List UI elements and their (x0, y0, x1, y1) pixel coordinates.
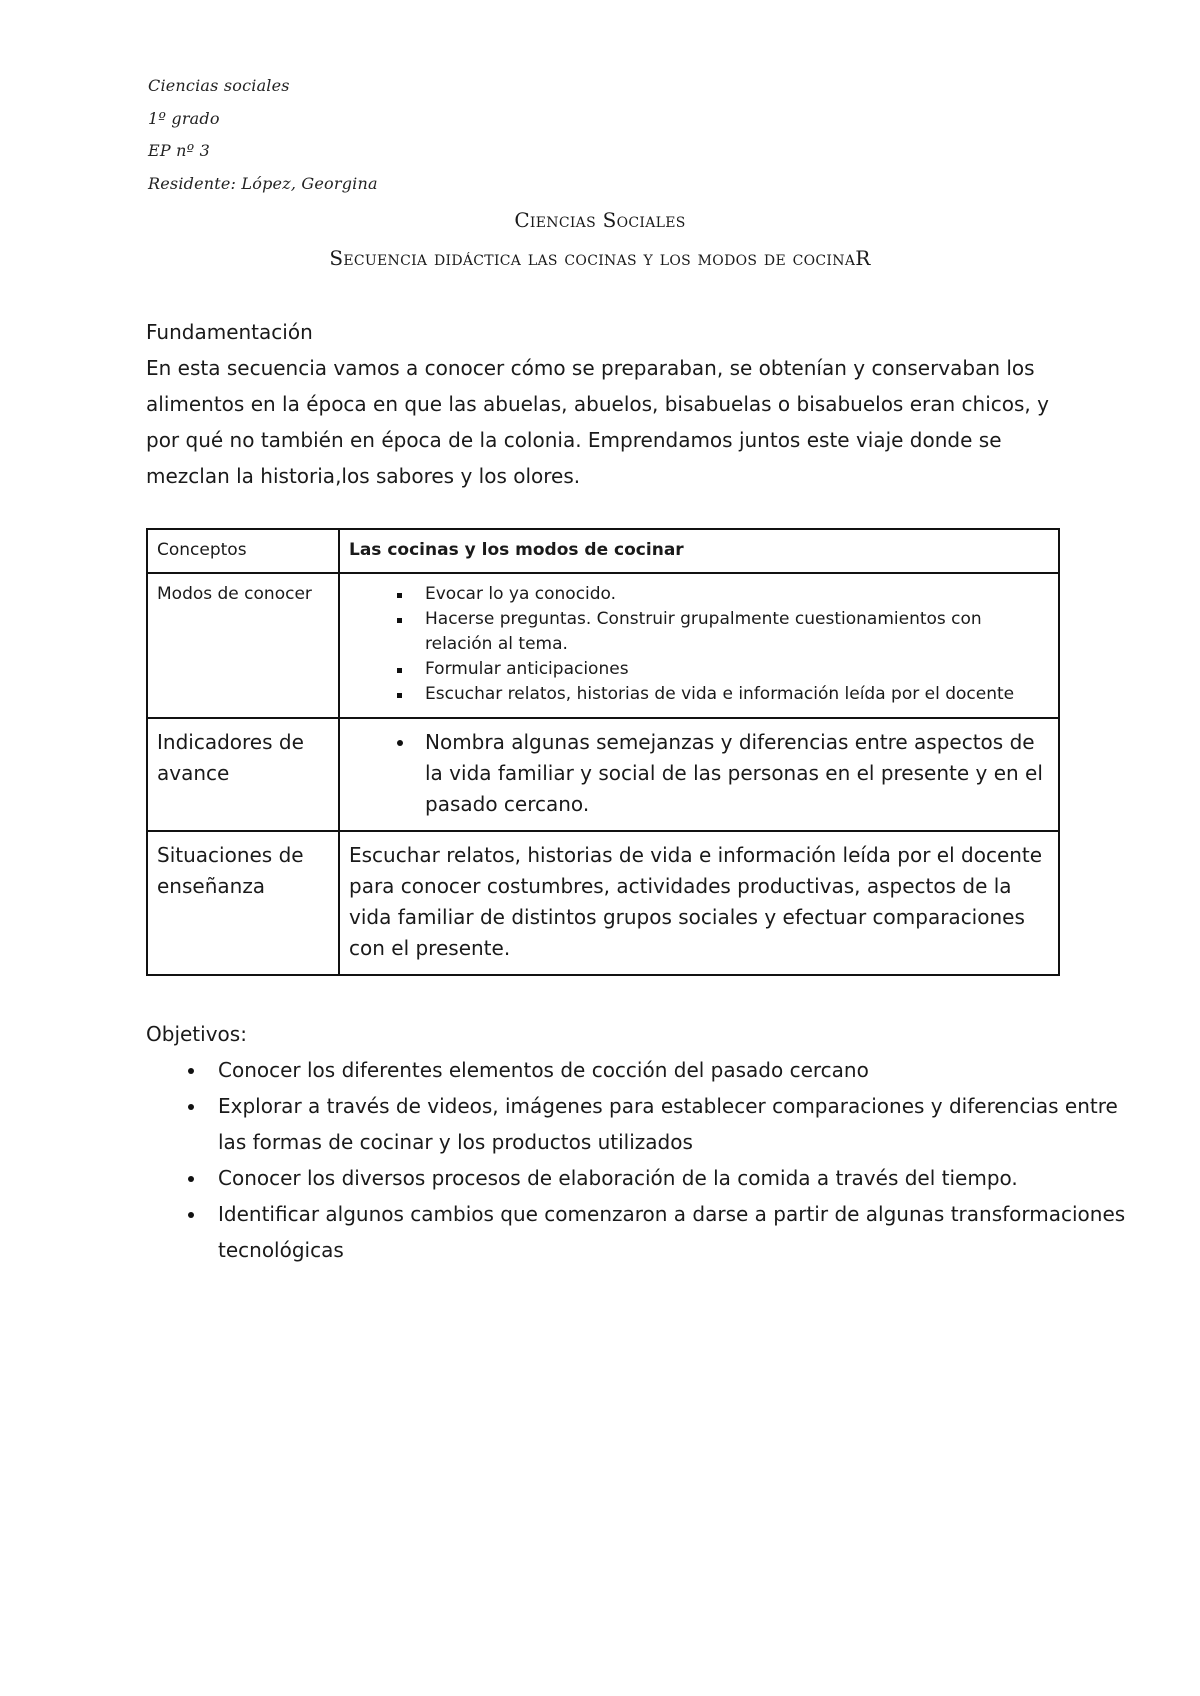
indicadores-cell (339, 718, 1059, 831)
document-title: Ciencias Sociales (514, 208, 686, 232)
header-subject: Ciencias sociales (148, 76, 290, 95)
concepts-label: Conceptos (147, 529, 339, 573)
situaciones-label: Situaciones de enseñanza (147, 831, 339, 975)
concepts-value: Las cocinas y los modos de cocinar (339, 529, 1059, 573)
fundamentacion-heading: Fundamentación (146, 320, 313, 344)
table-row (147, 831, 1059, 975)
objetivos-list (146, 1052, 1138, 1268)
list-item: Conocer los diferentes elementos de cocción del pasado cercano (218, 1052, 1138, 1088)
header-resident: Residente: López, Georgina (148, 174, 378, 193)
content-table (146, 528, 1060, 976)
modos-label: Modos de conocer (147, 573, 339, 718)
list-item: Hacerse preguntas. Construir grupalmente cuestionamientos con relación al tema. (425, 607, 1049, 657)
indicadores-label: Indicadores de avance (147, 718, 339, 831)
list-item: Identificar algunos cambios que comenzaron a darse a partir de algunas transformaciones tecnológicas (218, 1196, 1138, 1268)
list-item: Explorar a través de videos, imágenes para establecer comparaciones y diferencias entre las formas de cocinar y los productos utilizados (218, 1088, 1138, 1160)
list-item: Nombra algunas semejanzas y diferencias entre aspectos de la vida familiar y social de las personas en el presente y en el pasado cercano. (425, 727, 1049, 820)
objetivos-heading: Objetivos: (146, 1022, 247, 1046)
list-item: Formular anticipaciones (425, 657, 1049, 682)
modos-cell (339, 573, 1059, 718)
table-row (147, 529, 1059, 573)
header-school: EP nº 3 (148, 141, 211, 160)
list-item: Evocar lo ya conocido. (425, 582, 1049, 607)
header-grade: 1º grado (148, 109, 220, 128)
list-item: Escuchar relatos, historias de vida e información leída por el docente (425, 682, 1049, 707)
table-row (147, 573, 1059, 718)
indicadores-list (349, 727, 1049, 820)
list-item: Conocer los diversos procesos de elaboración de la comida a través del tiempo. (218, 1160, 1138, 1196)
document-subtitle: Secuencia didáctica las cocinas y los modos de cocinaR (329, 246, 871, 270)
table-row (147, 718, 1059, 831)
fundamentacion-text: En esta secuencia vamos a conocer cómo se preparaban, se obtenían y conservaban los alimentos en la época en que las abuelas, abuelos, bisabuelas o bisabuelos eran chicos, y por qué no también en época de la colonia. Emprendamos juntos este viaje donde se mezclan la historia,los sabores y los olores. (146, 356, 1049, 488)
modos-list (349, 582, 1049, 707)
situaciones-text: Escuchar relatos, historias de vida e información leída por el docente para conocer costumbres, actividades productivas, aspectos de la vida familiar de distintos grupos sociales y efectuar comparaciones con el presente. (339, 831, 1059, 975)
